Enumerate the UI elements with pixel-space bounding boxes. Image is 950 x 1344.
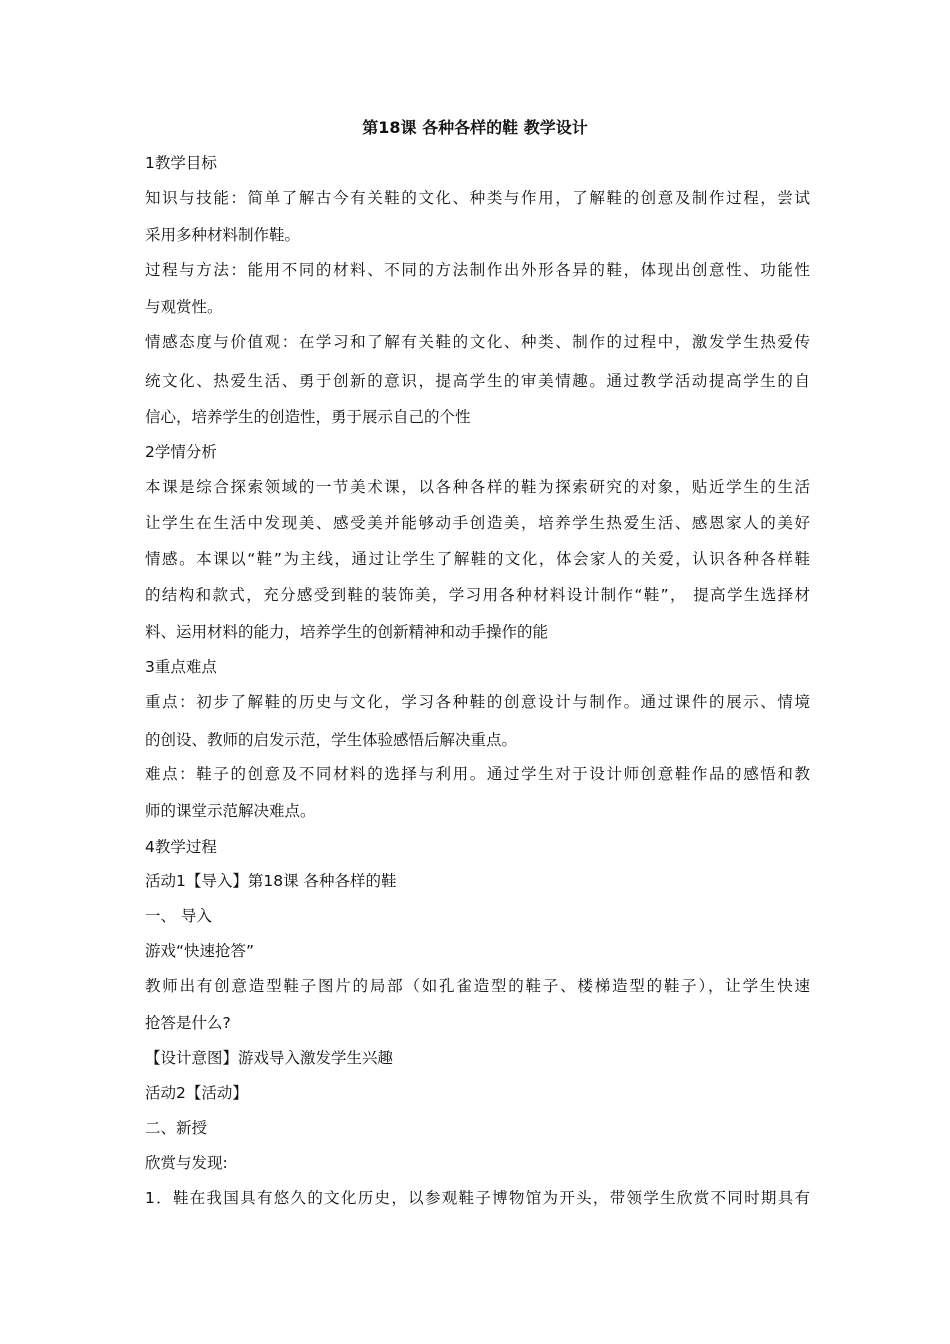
paragraph-line: 的结构和款式，充分感受到鞋的装饰美，学习用各种材料设计制作“鞋”， 提高学生选择材 — [145, 586, 810, 604]
paragraph-line: 与观赏性。 — [145, 298, 223, 316]
paragraph-line: 知识与技能：简单了解古今有关鞋的文化、种类与作用，了解鞋的创意及制作过程，尝试 — [145, 189, 810, 207]
paragraph-line: 统文化、热爱生活、勇于创新的意识，提高学生的审美情趣。通过教学活动提高学生的自 — [145, 372, 810, 390]
heading-student-analysis: 2学情分析 — [145, 443, 217, 461]
paragraph-line: 采用多种材料制作鞋。 — [145, 226, 301, 244]
activity-line: 活动1【导入】第18课 各种各样的鞋 — [145, 872, 397, 890]
paragraph-line: 师的课堂示范解决难点。 — [145, 802, 316, 820]
paragraph-line: 游戏“快速抢答” — [145, 942, 255, 960]
activity-line: 活动2【活动】 — [145, 1084, 248, 1102]
paragraph-line: 1．鞋在我国具有悠久的文化历史，以参观鞋子博物馆为开头，带领学生欣赏不同时期具有 — [145, 1189, 810, 1207]
paragraph-line: 料、运用材料的能力，培养学生的创新精神和动手操作的能 — [145, 623, 549, 641]
document-title: 第18课 各种各样的鞋 教学设计 — [362, 118, 588, 137]
paragraph-line: 欣赏与发现: — [145, 1154, 228, 1172]
paragraph-line: 情感态度与价值观：在学习和了解有关鞋的文化、种类、制作的过程中，激发学生热爱传 — [145, 333, 810, 351]
paragraph-line: 【设计意图】游戏导入激发学生兴趣 — [145, 1049, 394, 1067]
paragraph-line: 情感。本课以“鞋”为主线，通过让学生了解鞋的文化，体会家人的关爱，认识各种各样鞋 — [145, 550, 810, 568]
heading-teaching-process: 4教学过程 — [145, 838, 217, 856]
paragraph-line: 过程与方法：能用不同的材料、不同的方法制作出外形各异的鞋，体现出创意性、功能性 — [145, 261, 810, 279]
paragraph-line: 重点：初步了解鞋的历史与文化，学习各种鞋的创意设计与制作。通过课件的展示、情境 — [145, 693, 810, 711]
paragraph-line: 难点：鞋子的创意及不同材料的选择与利用。通过学生对于设计师创意鞋作品的感悟和教 — [145, 765, 810, 783]
section-line: 一、 导入 — [145, 907, 212, 925]
heading-key-difficulties: 3重点难点 — [145, 658, 217, 676]
heading-teaching-goals: 1教学目标 — [145, 154, 217, 172]
paragraph-line: 让学生在生活中发现美、感受美并能够动手创造美，培养学生热爱生活、感恩家人的美好 — [145, 514, 810, 532]
paragraph-line: 本课是综合探索领域的一节美术课，以各种各样的鞋为探索研究的对象，贴近学生的生活 — [145, 478, 810, 496]
paragraph-line: 教师出有创意造型鞋子图片的局部（如孔雀造型的鞋子、楼梯造型的鞋子），让学生快速 — [145, 977, 810, 995]
paragraph-line: 的创设、教师的启发示范，学生体验感悟后解决重点。 — [145, 731, 518, 749]
paragraph-line: 抢答是什么? — [145, 1014, 231, 1032]
section-line: 二、新授 — [145, 1119, 208, 1137]
paragraph-line: 信心，培养学生的创造性，勇于展示自己的个性 — [145, 408, 471, 426]
